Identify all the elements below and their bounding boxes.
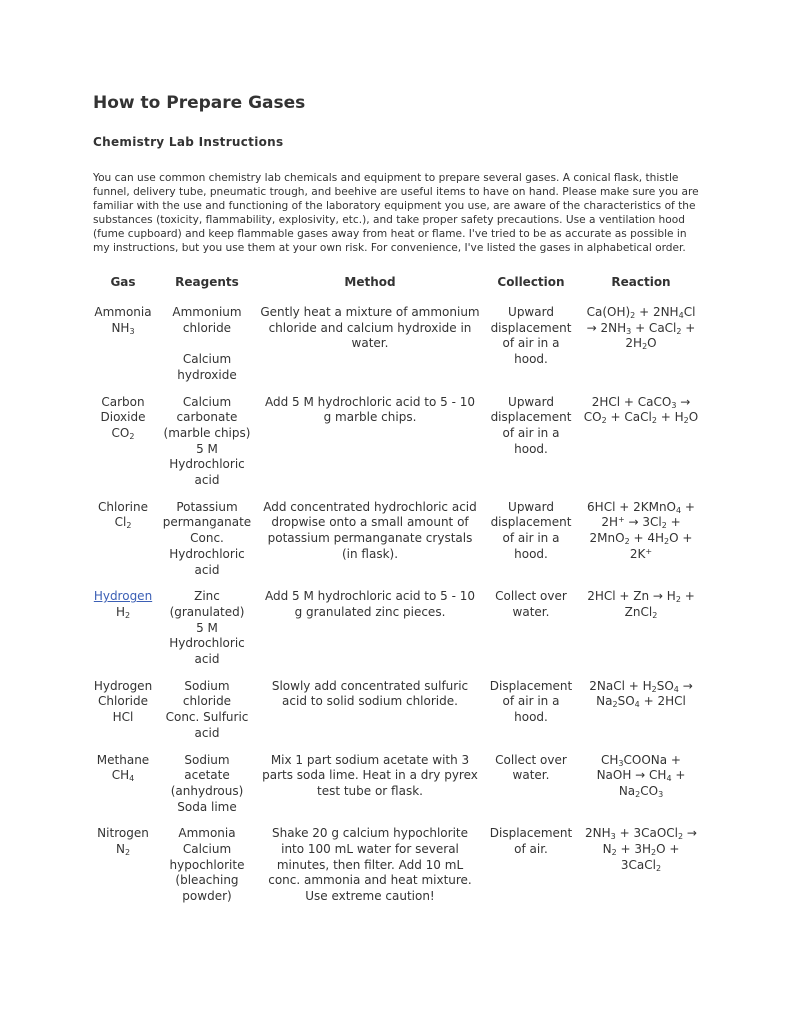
collection-cell: Collect over water. — [495, 752, 567, 783]
table-row — [89, 587, 703, 677]
intro-paragraph: You can use common chemistry lab chemicals and equipment to prepare several gases. A conical flask, thistle funnel, delivery tube, pneumatic trough, and beehive are useful items to have on hand. Please make sure you are familiar with the use and functioning of the laboratory equipment you use, are aware of the characteristics of the substances (toxicity, flammability, explosivity, etc.), and take proper safety precautions. Use a ventilation hood (fume cupboard) and keep flammable gases away from heat or flame. I've tried to be as accurate as possible in my instructions, but you use them at your own risk. For convenience, I've listed the gases in alphabetical order. — [93, 172, 699, 254]
gas-cell — [89, 587, 157, 677]
reagents-cell: Ammonia Calcium hypochlorite (bleaching powder) — [169, 826, 245, 904]
reagents-cell: Sodium acetate (anhydrous) Soda lime — [170, 752, 244, 814]
header-reaction: Reaction — [611, 275, 671, 289]
method-cell: Add 5 M hydrochloric acid to 5 - 10 g granulated zinc pieces. — [265, 589, 475, 619]
table-row — [89, 303, 703, 393]
header-reagents: Reagents — [175, 275, 239, 289]
gas-cell — [89, 751, 157, 825]
reagents-cell: Zinc (granulated) 5 M Hydrochloric acid — [169, 589, 245, 667]
reagents-cell: Sodium chloride Conc. Sulfuric acid — [165, 678, 249, 740]
collection-cell: Upward displacement of air in a hood. — [490, 499, 572, 561]
collection-cell: Upward displacement of air in a hood. — [490, 394, 572, 456]
reaction-cell: $2NH_3$ + 3CaOCl$_2$ → $N_2 + 3H_2O$ + 3CaCl$_2$ — [585, 826, 697, 873]
gas-name: Nitrogen — [97, 826, 149, 841]
table-row — [89, 677, 703, 751]
gas-formula: HCl — [112, 710, 134, 725]
gas-formula: $CO_2$ — [111, 425, 135, 441]
reaction-cell: 2NaCl + $H_2SO_4 \to Na_2SO_4 + 2HCl$ — [589, 678, 693, 710]
gas-name: Methane — [96, 752, 150, 767]
collection-cell: Displacement of air. — [489, 826, 573, 857]
table-row — [89, 393, 703, 498]
gas-cell — [89, 824, 157, 914]
gas-cell — [89, 498, 157, 588]
collection-cell: Upward displacement of air in a hood. — [490, 305, 572, 367]
gas-formula: $H_2$ — [115, 604, 131, 620]
gas-preparation-table — [89, 271, 703, 914]
method-cell: Mix 1 part sodium acetate with 3 parts soda lime. Heat in a dry pyrex test tube or flask. — [262, 752, 478, 798]
table-row — [89, 498, 703, 588]
gas-name-link[interactable]: Hydrogen — [93, 589, 153, 604]
gas-name: Ammonia — [94, 305, 152, 319]
gas-formula: $Cl_2$ — [114, 515, 132, 531]
reaction-cell: 6HCl + 2KMnO$_4$ + $2H^+ \to 3Cl_2 + 2MnO_2 + 4H_2O + 2K^+$ — [587, 499, 695, 561]
gas-name: Chlorine — [98, 499, 148, 514]
method-cell: Add concentrated hydrochloric acid dropwise onto a small amount of potassium permanganate crystals (in flask). — [263, 499, 477, 561]
gas-formula: $CH_4$ — [111, 768, 135, 784]
header-method: Method — [344, 275, 396, 289]
method-cell: Slowly add concentrated sulfuric acid to solid sodium chloride. — [271, 678, 469, 709]
gas-cell — [89, 677, 157, 751]
gas-formula: $NH_3$ — [111, 320, 135, 336]
table-body — [89, 303, 703, 914]
header-collection: Collection — [497, 275, 565, 289]
reagents-cell: Potassium permanganate Conc. Hydrochloric acid — [162, 499, 252, 577]
reaction-cell: 2HCl + CaCO$_3$ → $CO_2$ + CaCl$_2$ + $H_2O$ — [583, 394, 699, 426]
header-gas: Gas — [110, 275, 136, 289]
gas-cell — [89, 303, 157, 393]
collection-cell: Displacement of air in a hood. — [489, 678, 573, 725]
reagents-cell: Ammonium chloride Calcium hydroxide — [172, 305, 242, 382]
table-row — [89, 751, 703, 825]
gas-formula: $N_2$ — [115, 842, 131, 858]
method-cell: Add 5 M hydrochloric acid to 5 - 10 g marble chips. — [265, 394, 475, 425]
page-subtitle: Chemistry Lab Instructions — [93, 135, 284, 149]
reaction-cell: $Ca(OH)_2 + 2NH_4Cl \to 2NH_3$ + CaCl$_2$ + $2H_2O$ — [586, 305, 696, 352]
gas-cell — [89, 393, 157, 498]
table-header-row — [89, 271, 703, 303]
article — [93, 90, 705, 914]
method-cell: Shake 20 g calcium hypochlorite into 100 mL water for several minutes, then filter. Add 10 mL conc. ammonia and heat mixture. Use extreme caution! — [268, 826, 472, 904]
gas-name: Carbon Dioxide — [100, 394, 146, 425]
reaction-cell: $CH_3COONa$ + NaOH → $CH_4 + Na_2CO_3$ — [596, 752, 686, 799]
reagents-cell: Calcium carbonate (marble chips) 5 M Hydrochloric acid — [163, 394, 251, 488]
reaction-cell: $2HCl + Zn \to H_2$ + ZnCl$_2$ — [587, 589, 695, 620]
collection-cell: Collect over water. — [495, 589, 567, 619]
gas-name: Hydrogen Chloride — [93, 678, 153, 709]
page-title: How to Prepare Gases — [93, 93, 306, 113]
method-cell: Gently heat a mixture of ammonium chloride and calcium hydroxide in water. — [260, 305, 480, 351]
table-row — [89, 824, 703, 914]
